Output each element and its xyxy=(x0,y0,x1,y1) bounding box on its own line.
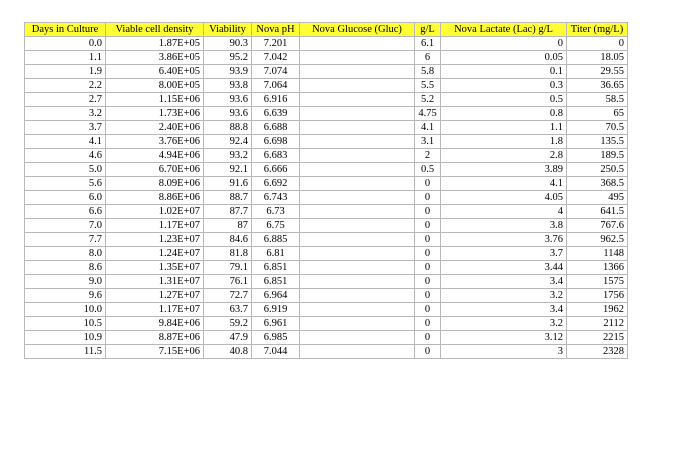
cell-viability: 87 xyxy=(204,219,252,233)
cell-glucose-unit: 2 xyxy=(415,149,441,163)
cell-viability: 93.6 xyxy=(204,107,252,121)
table-row xyxy=(25,191,628,205)
cell-viable-cell-density: 1.27E+07 xyxy=(106,289,204,303)
cell-viability: 88.7 xyxy=(204,191,252,205)
cell-nova-lactate: 3.8 xyxy=(441,219,567,233)
cell-titer: 1756 xyxy=(567,289,628,303)
cell-viability: 90.3 xyxy=(204,37,252,51)
cell-days: 7.7 xyxy=(25,233,106,247)
cell-viability: 93.8 xyxy=(204,79,252,93)
cell-glucose-unit: 3.1 xyxy=(415,135,441,149)
cell-nova-glucose xyxy=(300,275,415,289)
cell-glucose-unit: 0 xyxy=(415,177,441,191)
header-viability: Viability xyxy=(204,23,252,37)
cell-nova-lactate: 3.7 xyxy=(441,247,567,261)
cell-nova-ph: 6.75 xyxy=(252,219,300,233)
cell-nova-glucose xyxy=(300,317,415,331)
cell-viability: 59.2 xyxy=(204,317,252,331)
cell-nova-lactate: 4.05 xyxy=(441,191,567,205)
table-row xyxy=(25,233,628,247)
cell-nova-glucose xyxy=(300,135,415,149)
cell-titer: 1575 xyxy=(567,275,628,289)
cell-titer: 1962 xyxy=(567,303,628,317)
cell-viability: 95.2 xyxy=(204,51,252,65)
cell-glucose-unit: 5.5 xyxy=(415,79,441,93)
cell-nova-lactate: 3.89 xyxy=(441,163,567,177)
cell-nova-lactate: 3.44 xyxy=(441,261,567,275)
cell-nova-ph: 6.81 xyxy=(252,247,300,261)
cell-nova-glucose xyxy=(300,163,415,177)
cell-nova-lactate: 0.3 xyxy=(441,79,567,93)
cell-nova-lactate: 0.1 xyxy=(441,65,567,79)
cell-titer: 1366 xyxy=(567,261,628,275)
header-glucose-unit: g/L xyxy=(415,23,441,37)
cell-glucose-unit: 0.5 xyxy=(415,163,441,177)
table-row xyxy=(25,65,628,79)
cell-nova-ph: 6.964 xyxy=(252,289,300,303)
cell-titer: 1148 xyxy=(567,247,628,261)
cell-nova-ph: 6.683 xyxy=(252,149,300,163)
table-row xyxy=(25,219,628,233)
cell-titer: 65 xyxy=(567,107,628,121)
cell-nova-glucose xyxy=(300,205,415,219)
cell-glucose-unit: 0 xyxy=(415,247,441,261)
cell-glucose-unit: 0 xyxy=(415,261,441,275)
cell-glucose-unit: 0 xyxy=(415,345,441,359)
cell-nova-ph: 7.042 xyxy=(252,51,300,65)
cell-nova-glucose xyxy=(300,121,415,135)
table-row xyxy=(25,289,628,303)
cell-viable-cell-density: 3.76E+06 xyxy=(106,135,204,149)
cell-viability: 92.4 xyxy=(204,135,252,149)
cell-days: 4.6 xyxy=(25,149,106,163)
cell-nova-lactate: 1.8 xyxy=(441,135,567,149)
cell-nova-ph: 6.639 xyxy=(252,107,300,121)
cell-nova-ph: 6.885 xyxy=(252,233,300,247)
table-row xyxy=(25,51,628,65)
table-row xyxy=(25,135,628,149)
cell-nova-glucose xyxy=(300,37,415,51)
cell-nova-ph: 6.688 xyxy=(252,121,300,135)
cell-titer: 135.5 xyxy=(567,135,628,149)
cell-glucose-unit: 0 xyxy=(415,205,441,219)
table-row xyxy=(25,107,628,121)
cell-glucose-unit: 0 xyxy=(415,317,441,331)
cell-glucose-unit: 0 xyxy=(415,219,441,233)
cell-glucose-unit: 5.2 xyxy=(415,93,441,107)
table-row xyxy=(25,331,628,345)
cell-nova-lactate: 3.2 xyxy=(441,289,567,303)
cell-nova-lactate: 3.4 xyxy=(441,303,567,317)
cell-days: 3.2 xyxy=(25,107,106,121)
cell-glucose-unit: 0 xyxy=(415,331,441,345)
cell-viable-cell-density: 1.24E+07 xyxy=(106,247,204,261)
cell-titer: 2215 xyxy=(567,331,628,345)
cell-titer: 2328 xyxy=(567,345,628,359)
table-row xyxy=(25,79,628,93)
cell-viable-cell-density: 6.40E+05 xyxy=(106,65,204,79)
table-row xyxy=(25,163,628,177)
header-nova-lactate: Nova Lactate (Lac) g/L xyxy=(441,23,567,37)
table-body xyxy=(25,37,628,359)
cell-days: 9.0 xyxy=(25,275,106,289)
cell-nova-lactate: 3.2 xyxy=(441,317,567,331)
cell-days: 6.6 xyxy=(25,205,106,219)
cell-nova-lactate: 3.76 xyxy=(441,233,567,247)
cell-viability: 93.9 xyxy=(204,65,252,79)
header-viable-cell-density: Viable cell density xyxy=(106,23,204,37)
cell-nova-ph: 6.73 xyxy=(252,205,300,219)
culture-data-table xyxy=(24,22,628,359)
header-nova-ph: Nova pH xyxy=(252,23,300,37)
cell-glucose-unit: 6 xyxy=(415,51,441,65)
table-row xyxy=(25,317,628,331)
cell-nova-lactate: 3.4 xyxy=(441,275,567,289)
cell-viability: 91.6 xyxy=(204,177,252,191)
cell-nova-ph: 6.916 xyxy=(252,93,300,107)
cell-nova-glucose xyxy=(300,345,415,359)
cell-viable-cell-density: 2.40E+06 xyxy=(106,121,204,135)
cell-titer: 36.65 xyxy=(567,79,628,93)
cell-glucose-unit: 0 xyxy=(415,289,441,303)
cell-titer: 70.5 xyxy=(567,121,628,135)
cell-nova-lactate: 1.1 xyxy=(441,121,567,135)
cell-titer: 18.05 xyxy=(567,51,628,65)
cell-days: 0.0 xyxy=(25,37,106,51)
cell-titer: 2112 xyxy=(567,317,628,331)
cell-nova-glucose xyxy=(300,149,415,163)
cell-nova-glucose xyxy=(300,107,415,121)
cell-nova-ph: 7.201 xyxy=(252,37,300,51)
cell-days: 1.1 xyxy=(25,51,106,65)
cell-glucose-unit: 5.8 xyxy=(415,65,441,79)
table-row xyxy=(25,121,628,135)
cell-nova-ph: 6.851 xyxy=(252,261,300,275)
cell-viability: 93.2 xyxy=(204,149,252,163)
cell-nova-ph: 7.044 xyxy=(252,345,300,359)
table-row xyxy=(25,247,628,261)
table-row xyxy=(25,37,628,51)
cell-viable-cell-density: 8.09E+06 xyxy=(106,177,204,191)
cell-nova-ph: 6.919 xyxy=(252,303,300,317)
cell-nova-lactate: 4 xyxy=(441,205,567,219)
cell-nova-ph: 6.698 xyxy=(252,135,300,149)
cell-nova-ph: 6.851 xyxy=(252,275,300,289)
cell-days: 10.9 xyxy=(25,331,106,345)
table-row xyxy=(25,261,628,275)
cell-viability: 88.8 xyxy=(204,121,252,135)
cell-nova-lactate: 0 xyxy=(441,37,567,51)
spreadsheet xyxy=(24,22,628,359)
cell-days: 2.2 xyxy=(25,79,106,93)
cell-nova-glucose xyxy=(300,219,415,233)
cell-viability: 72.7 xyxy=(204,289,252,303)
cell-titer: 767.6 xyxy=(567,219,628,233)
cell-days: 8.6 xyxy=(25,261,106,275)
cell-days: 5.6 xyxy=(25,177,106,191)
cell-days: 8.0 xyxy=(25,247,106,261)
table-row xyxy=(25,275,628,289)
cell-days: 11.5 xyxy=(25,345,106,359)
cell-days: 5.0 xyxy=(25,163,106,177)
cell-nova-glucose xyxy=(300,93,415,107)
cell-nova-ph: 6.692 xyxy=(252,177,300,191)
cell-days: 3.7 xyxy=(25,121,106,135)
cell-viability: 93.6 xyxy=(204,93,252,107)
cell-days: 7.0 xyxy=(25,219,106,233)
cell-titer: 962.5 xyxy=(567,233,628,247)
cell-nova-lactate: 4.1 xyxy=(441,177,567,191)
cell-days: 6.0 xyxy=(25,191,106,205)
cell-viability: 79.1 xyxy=(204,261,252,275)
cell-titer: 0 xyxy=(567,37,628,51)
cell-days: 10.5 xyxy=(25,317,106,331)
cell-viability: 40.8 xyxy=(204,345,252,359)
cell-titer: 641.5 xyxy=(567,205,628,219)
cell-nova-glucose xyxy=(300,233,415,247)
cell-nova-lactate: 3 xyxy=(441,345,567,359)
cell-nova-glucose xyxy=(300,261,415,275)
cell-nova-lactate: 0.5 xyxy=(441,93,567,107)
cell-nova-ph: 6.743 xyxy=(252,191,300,205)
cell-viability: 81.8 xyxy=(204,247,252,261)
cell-viable-cell-density: 6.70E+06 xyxy=(106,163,204,177)
cell-viable-cell-density: 8.86E+06 xyxy=(106,191,204,205)
cell-nova-glucose xyxy=(300,331,415,345)
cell-viable-cell-density: 1.23E+07 xyxy=(106,233,204,247)
cell-viable-cell-density: 8.00E+05 xyxy=(106,79,204,93)
cell-viability: 47.9 xyxy=(204,331,252,345)
cell-viability: 76.1 xyxy=(204,275,252,289)
cell-nova-lactate: 0.05 xyxy=(441,51,567,65)
cell-glucose-unit: 0 xyxy=(415,275,441,289)
cell-nova-glucose xyxy=(300,303,415,317)
cell-glucose-unit: 0 xyxy=(415,233,441,247)
cell-nova-glucose xyxy=(300,51,415,65)
cell-titer: 189.5 xyxy=(567,149,628,163)
cell-days: 2.7 xyxy=(25,93,106,107)
cell-titer: 250.5 xyxy=(567,163,628,177)
header-titer: Titer (mg/L) xyxy=(567,23,628,37)
cell-viability: 92.1 xyxy=(204,163,252,177)
header-days: Days in Culture xyxy=(25,23,106,37)
cell-nova-glucose xyxy=(300,79,415,93)
cell-viable-cell-density: 4.94E+06 xyxy=(106,149,204,163)
cell-titer: 495 xyxy=(567,191,628,205)
cell-days: 10.0 xyxy=(25,303,106,317)
cell-viable-cell-density: 1.17E+07 xyxy=(106,303,204,317)
cell-titer: 368.5 xyxy=(567,177,628,191)
cell-nova-glucose xyxy=(300,247,415,261)
cell-nova-lactate: 2.8 xyxy=(441,149,567,163)
cell-nova-ph: 6.666 xyxy=(252,163,300,177)
cell-glucose-unit: 4.1 xyxy=(415,121,441,135)
cell-viable-cell-density: 1.15E+06 xyxy=(106,93,204,107)
cell-glucose-unit: 0 xyxy=(415,191,441,205)
cell-nova-glucose xyxy=(300,65,415,79)
cell-viable-cell-density: 9.84E+06 xyxy=(106,317,204,331)
cell-titer: 58.5 xyxy=(567,93,628,107)
cell-viability: 84.6 xyxy=(204,233,252,247)
cell-days: 9.6 xyxy=(25,289,106,303)
table-row xyxy=(25,177,628,191)
cell-nova-ph: 6.985 xyxy=(252,331,300,345)
cell-nova-glucose xyxy=(300,289,415,303)
cell-viable-cell-density: 1.31E+07 xyxy=(106,275,204,289)
cell-viable-cell-density: 1.87E+05 xyxy=(106,37,204,51)
cell-nova-lactate: 3.12 xyxy=(441,331,567,345)
cell-nova-ph: 7.064 xyxy=(252,79,300,93)
cell-nova-ph: 7.074 xyxy=(252,65,300,79)
cell-viable-cell-density: 1.35E+07 xyxy=(106,261,204,275)
cell-titer: 29.55 xyxy=(567,65,628,79)
cell-viable-cell-density: 7.15E+06 xyxy=(106,345,204,359)
cell-viable-cell-density: 1.73E+06 xyxy=(106,107,204,121)
table-row xyxy=(25,345,628,359)
cell-nova-glucose xyxy=(300,177,415,191)
cell-viable-cell-density: 1.02E+07 xyxy=(106,205,204,219)
table-row xyxy=(25,303,628,317)
table-row xyxy=(25,205,628,219)
table-row xyxy=(25,93,628,107)
cell-nova-lactate: 0.8 xyxy=(441,107,567,121)
cell-glucose-unit: 0 xyxy=(415,303,441,317)
cell-nova-glucose xyxy=(300,191,415,205)
cell-glucose-unit: 6.1 xyxy=(415,37,441,51)
header-row xyxy=(25,23,628,37)
cell-viable-cell-density: 3.86E+05 xyxy=(106,51,204,65)
cell-nova-ph: 6.961 xyxy=(252,317,300,331)
cell-viable-cell-density: 8.87E+06 xyxy=(106,331,204,345)
cell-days: 4.1 xyxy=(25,135,106,149)
cell-viable-cell-density: 1.17E+07 xyxy=(106,219,204,233)
table-row xyxy=(25,149,628,163)
cell-viability: 87.7 xyxy=(204,205,252,219)
cell-viability: 63.7 xyxy=(204,303,252,317)
header-nova-glucose: Nova Glucose (Gluc) xyxy=(300,23,415,37)
cell-glucose-unit: 4.75 xyxy=(415,107,441,121)
cell-days: 1.9 xyxy=(25,65,106,79)
